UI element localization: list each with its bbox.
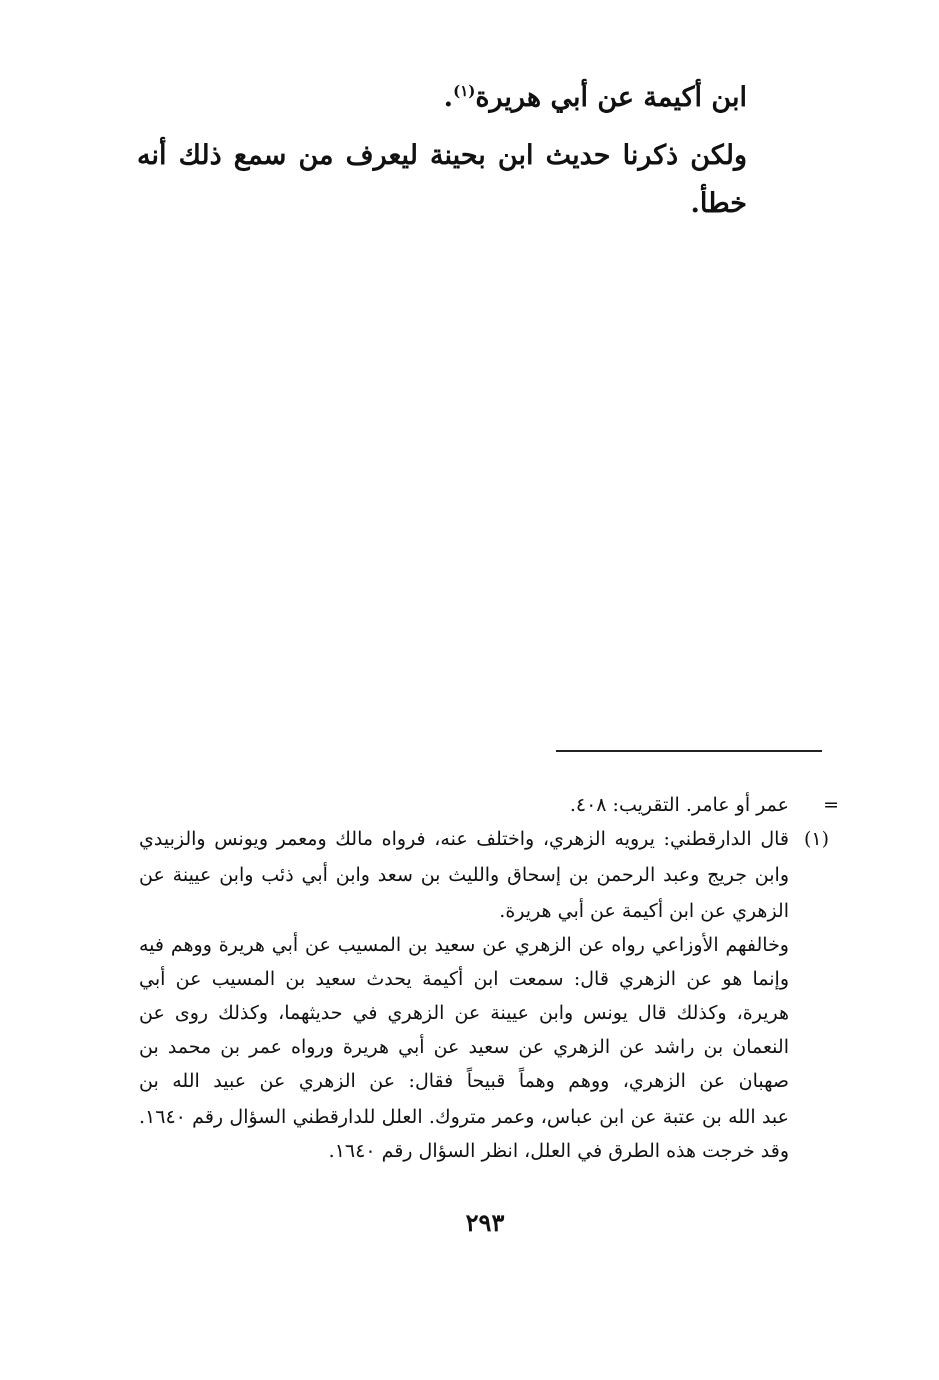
footnote-line: وخالفهم الأوزاعي رواه عن الزهري عن سعيد بن المسيب عن أبي هريرة ووهم فيه [139, 934, 789, 956]
footnote-line: عبد الله بن عتبة عن ابن عباس، وعمر متروك. العلل للدارقطني السؤال رقم ١٦٤٠. [139, 1106, 789, 1128]
main-text-line-2: ولكن ذكرنا حديث ابن بحينة ليعرف من سمع ذلك أنه [137, 140, 747, 171]
footnote-line: قال الدارقطني: يرويه الزهري، واختلف عنه، فرواه مالك ومعمر ويونس والزبيدي [139, 828, 789, 850]
footnote-line: النعمان بن راشد عن الزهري عن سعيد عن أبي هريرة ورواه عمر بن محمد بن [139, 1036, 789, 1058]
footnote-continuation-marker: = [823, 794, 839, 816]
footnote-line: عمر أو عامر. التقريب: ٤٠٨. [569, 794, 789, 816]
footnote-line: وابن جريج وعبد الرحمن بن إسحاق والليث بن سعد وابن أبي ذئب وابن عيينة عن [139, 864, 789, 886]
footnote-reference: (١) [453, 82, 476, 100]
footnote-separator [556, 750, 822, 752]
footnote-line: هريرة، وكذلك قال يونس وابن عيينة عن الزهري في حديثهما، وكذلك روى عن [139, 1002, 789, 1024]
main-text-line-1 [444, 78, 747, 118]
main-text-line-1-text: ابن أكيمة عن أبي هريرة [475, 82, 747, 113]
main-text-line-1-end: . [443, 82, 454, 113]
footnote-line: وإنما هو عن الزهري قال: سمعت ابن أكيمة يحدث سعيد بن المسيب عن أبي [139, 968, 789, 990]
footnote-line: الزهري عن ابن أكيمة عن أبي هريرة. [499, 900, 789, 922]
footnote-line: وقد خرجت هذه الطرق في العلل، انظر السؤال رقم ١٦٤٠. [328, 1140, 789, 1162]
footnote-line: صهبان عن الزهري، ووهم وهماً قبيحاً فقال: عن الزهري عن عبيد الله بن [139, 1070, 789, 1092]
footnote-1-marker: (١) [803, 828, 829, 850]
page-number: ٢٩٣ [465, 1208, 505, 1237]
main-text-line-3: خطأ. [690, 188, 747, 219]
